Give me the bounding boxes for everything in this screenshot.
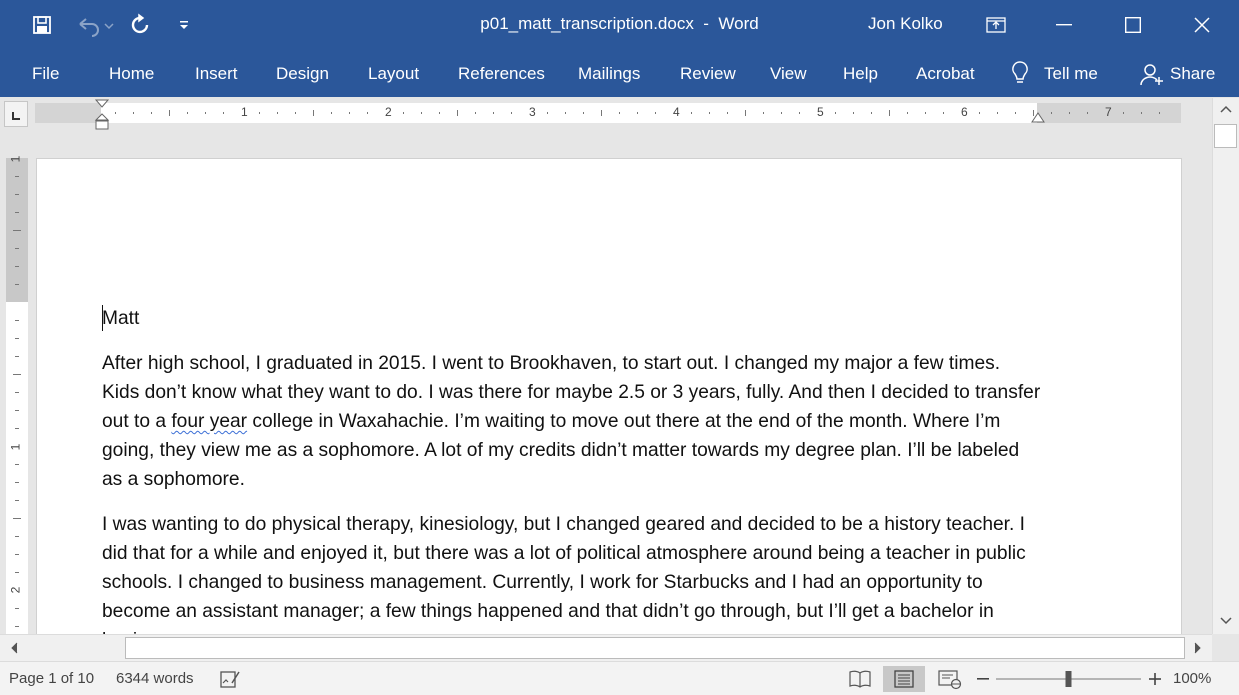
ruler-tick — [691, 112, 692, 114]
ruler-tick — [13, 374, 21, 375]
scroll-right-icon[interactable] — [1188, 638, 1208, 658]
ruler-tick — [15, 320, 19, 321]
ruler-number: 1 — [8, 443, 23, 451]
tell-me-search[interactable]: Tell me — [1044, 64, 1098, 83]
document-body[interactable] — [102, 304, 1042, 671]
ruler-number: 2 — [385, 105, 392, 119]
ruler-tick — [367, 112, 368, 114]
ruler-tick — [1069, 112, 1070, 114]
paragraph-text: college in Waxahachie. I’m waiting to move out there at the end of the month. Where I’m going, they view me as a sophomore. A lot of my credits didn’t matter towards my degree plan. I’ll be labeled as a sophomore. — [102, 411, 1020, 490]
ruler-tick — [15, 428, 19, 429]
minimize-icon[interactable] — [1030, 0, 1098, 50]
word-count[interactable]: 6344 words — [116, 670, 194, 687]
ruler-number: 4 — [673, 105, 680, 119]
ruler-tick — [1051, 112, 1052, 114]
ruler-tick — [907, 112, 908, 114]
ruler-number: 6 — [961, 105, 968, 119]
tab-design[interactable]: Design — [276, 64, 329, 83]
user-name[interactable]: Jon Kolko — [868, 14, 943, 33]
ruler-tick — [13, 518, 21, 519]
ruler-tick — [15, 248, 19, 249]
tab-view[interactable]: View — [770, 64, 807, 83]
zoom-out-icon[interactable] — [974, 666, 992, 692]
ruler-tick — [15, 554, 19, 555]
ruler-tick — [889, 110, 890, 116]
ribbon-display-options-icon[interactable] — [962, 0, 1030, 50]
ruler-tick — [403, 112, 404, 114]
ruler-tick — [349, 112, 350, 114]
redo-icon[interactable] — [126, 10, 156, 40]
ruler-tick — [583, 112, 584, 114]
ruler-tick — [15, 266, 19, 267]
ruler-tick — [15, 176, 19, 177]
tab-acrobat[interactable]: Acrobat — [916, 64, 975, 83]
ruler-number: 5 — [817, 105, 824, 119]
ruler-tick — [601, 110, 602, 116]
ruler-tick — [15, 464, 19, 465]
ruler-tick — [205, 112, 206, 114]
print-layout-icon[interactable] — [883, 666, 925, 692]
status-bar — [0, 661, 1239, 695]
ruler-tick — [15, 392, 19, 393]
vertical-scroll-thumb[interactable] — [1214, 124, 1237, 148]
ruler-number: 1 — [241, 105, 248, 119]
ribbon-tabs — [0, 52, 1239, 97]
tab-mailings[interactable]: Mailings — [578, 64, 641, 83]
ruler-tick — [727, 112, 728, 114]
lightbulb-icon[interactable] — [1010, 60, 1030, 91]
customize-qat-icon[interactable] — [172, 10, 196, 40]
ruler-tick — [511, 112, 512, 114]
ruler-tick — [637, 112, 638, 114]
ruler-tick — [997, 112, 998, 114]
ruler-tick — [15, 338, 19, 339]
ruler-tick — [979, 112, 980, 114]
document-page[interactable] — [36, 158, 1182, 634]
maximize-icon[interactable] — [1099, 0, 1167, 50]
page-count[interactable]: Page 1 of 10 — [9, 670, 95, 687]
ruler-tick — [15, 482, 19, 483]
ruler-tick — [763, 112, 764, 114]
ruler-tick — [421, 112, 422, 114]
ruler-tick — [313, 110, 314, 116]
close-icon[interactable] — [1168, 0, 1236, 50]
web-layout-icon[interactable] — [936, 666, 964, 692]
ruler-number: 3 — [529, 105, 536, 119]
horizontal-scroll-thumb[interactable] — [125, 637, 1185, 659]
ruler-tick — [169, 110, 170, 116]
ruler-tick — [259, 112, 260, 114]
ruler-tick — [475, 112, 476, 114]
ruler-tick — [781, 112, 782, 114]
ruler-tick — [151, 112, 152, 114]
ruler-tick — [799, 112, 800, 114]
indent-marker-icon[interactable] — [95, 99, 109, 138]
window-title: p01_matt_transcription.docx - Word — [480, 14, 759, 33]
tab-file[interactable]: File — [32, 64, 60, 83]
tab-help[interactable]: Help — [843, 64, 878, 83]
ruler-tick — [331, 112, 332, 114]
ruler-tick — [1123, 112, 1124, 114]
ruler-tick — [565, 112, 566, 114]
document-paragraph[interactable]: I was wanting to do physical therapy, kinesiology, but I changed geared and decided to be a history teacher. I did that for a while and enjoyed it, but there was a lot of political atmosphere around being a teacher in public schools. I changed to business management. Currently, I work for Starbucks and I had an opportunity to become an assistant manager; a few things happened and that didn’t go through, but I’ll get a bachelor in — [102, 514, 1026, 622]
ruler-tick — [115, 112, 116, 114]
document-heading[interactable]: Matt — [102, 308, 140, 329]
ruler-tick — [15, 410, 19, 411]
tab-selector[interactable] — [4, 101, 28, 127]
right-indent-marker-icon[interactable] — [1031, 112, 1045, 131]
tab-insert[interactable]: Insert — [195, 64, 238, 83]
tab-review[interactable]: Review — [680, 64, 736, 83]
ruler-tick — [457, 110, 458, 116]
tab-home[interactable]: Home — [109, 64, 155, 83]
ruler-tick — [15, 194, 19, 195]
document-paragraph[interactable] — [102, 349, 1042, 494]
ruler-tick — [187, 112, 188, 114]
ruler-tick — [835, 112, 836, 114]
proofing-icon[interactable] — [216, 666, 244, 692]
zoom-level[interactable]: 100% — [1173, 670, 1212, 687]
ruler-tick — [871, 112, 872, 114]
ruler-tick — [295, 112, 296, 114]
tab-layout[interactable]: Layout — [368, 64, 420, 83]
save-icon[interactable] — [26, 10, 58, 40]
scroll-left-icon[interactable] — [4, 638, 24, 658]
ruler-tick — [1159, 112, 1160, 114]
ruler-tick — [15, 356, 19, 357]
read-mode-icon[interactable] — [846, 666, 874, 692]
zoom-in-icon[interactable] — [1146, 666, 1164, 692]
ruler-tick — [1015, 112, 1016, 114]
scroll-down-icon[interactable] — [1213, 611, 1238, 631]
ruler-tick — [133, 112, 134, 114]
ruler-tick — [439, 112, 440, 114]
vertical-scrollbar[interactable] — [1212, 98, 1239, 634]
tab-references[interactable]: References — [458, 64, 545, 83]
ruler-tick — [493, 112, 494, 114]
ruler-tick — [15, 284, 19, 285]
ruler-number: 7 — [1105, 105, 1112, 119]
ruler-tick — [547, 112, 548, 114]
ruler-tick — [15, 572, 19, 573]
ruler-tick — [853, 112, 854, 114]
scroll-up-icon[interactable] — [1213, 99, 1238, 119]
ruler-tick — [709, 112, 710, 114]
ruler-tick — [745, 110, 746, 116]
ruler-tick — [15, 626, 19, 627]
ruler-number: 1 — [8, 155, 23, 163]
undo-icon[interactable] — [70, 10, 118, 40]
spelling-flag[interactable]: four year — [171, 411, 248, 432]
ruler-tick — [619, 112, 620, 114]
ruler-tick — [925, 112, 926, 114]
zoom-slider[interactable] — [996, 666, 1141, 692]
paragraph-text: After high school, I graduated in 2015. I went to Brookhaven, to start out. I changed my major a few times. Kids don’t know what they want to do. I was there for maybe 2.5 or 3 years, fully. And then I decided to transfer out to a — [102, 353, 1041, 432]
ruler-number: 2 — [8, 586, 23, 594]
ruler-tick — [277, 112, 278, 114]
ruler-tick — [13, 230, 21, 231]
ruler-tick — [15, 212, 19, 213]
ruler-tick — [15, 536, 19, 537]
ruler-tick — [943, 112, 944, 114]
ruler-tick — [223, 112, 224, 114]
ruler-tick — [1141, 112, 1142, 114]
ruler-tick — [15, 608, 19, 609]
share-button[interactable]: Share — [1170, 64, 1216, 83]
title-bar — [0, 0, 1239, 52]
share-person-icon[interactable] — [1140, 63, 1164, 92]
ruler-tick — [655, 112, 656, 114]
ruler-tick — [15, 500, 19, 501]
ruler-tick — [1087, 112, 1088, 114]
